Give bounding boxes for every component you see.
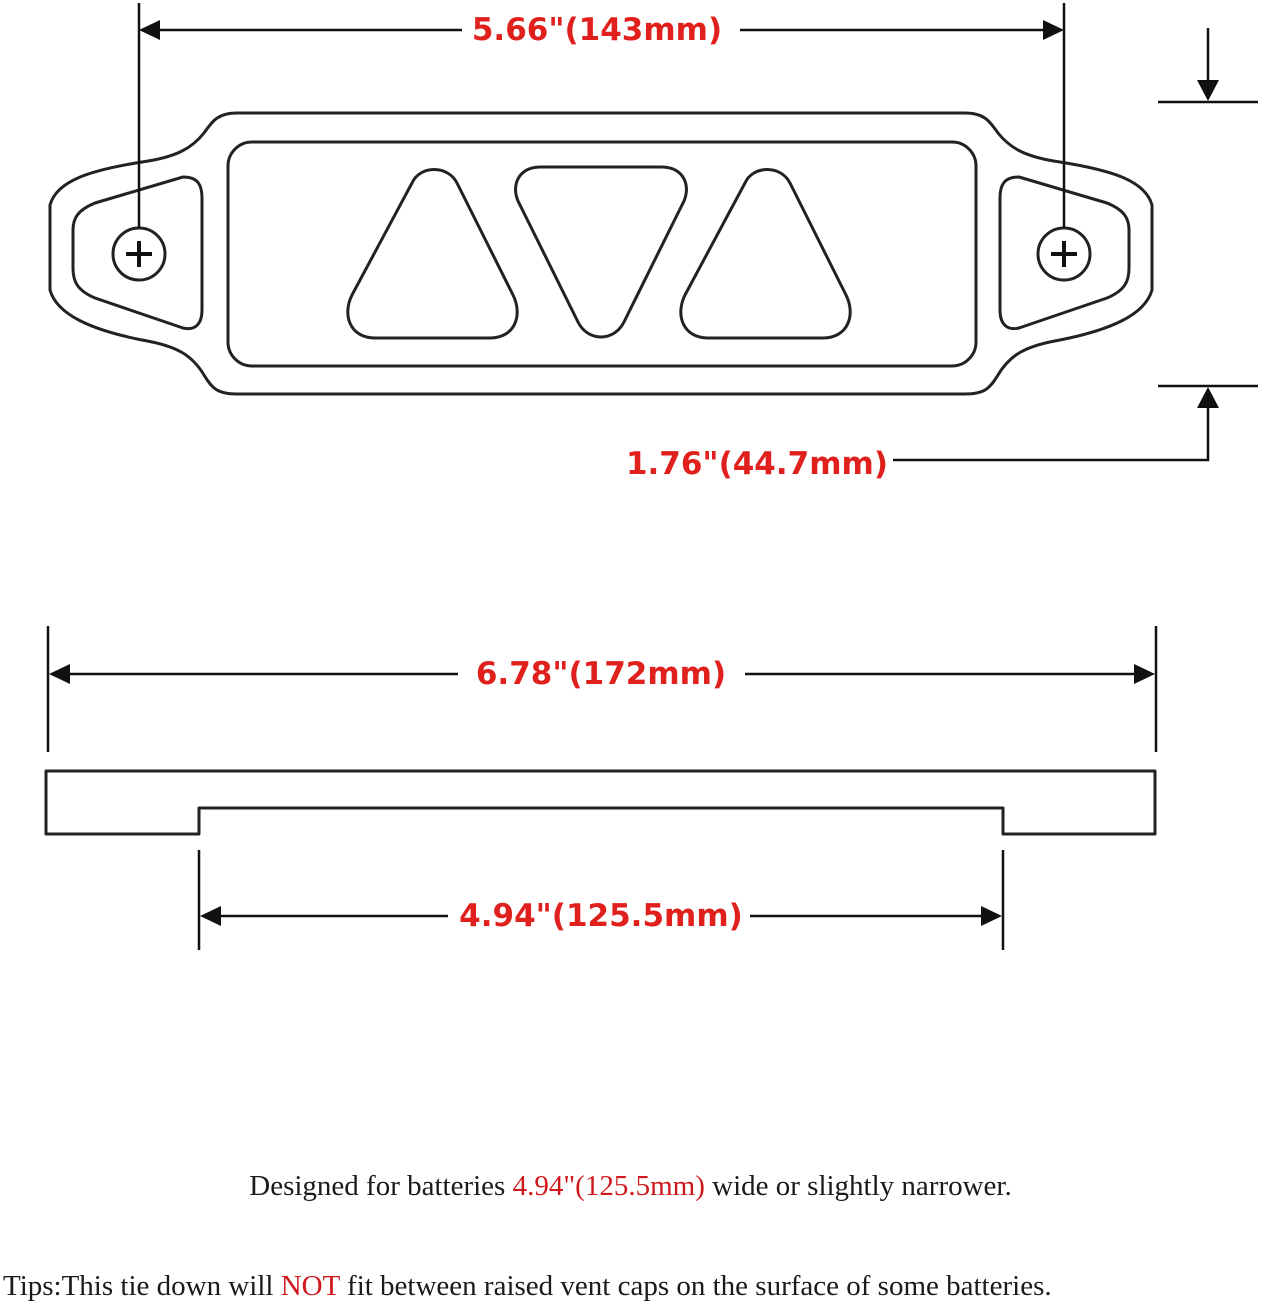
hole-spacing-label: 5.66"(143mm)	[471, 12, 723, 48]
side-profile	[46, 771, 1155, 834]
arrow-icon	[200, 906, 221, 926]
top-view	[50, 3, 1258, 482]
arrow-icon	[1197, 387, 1219, 408]
triangle-cutout-left	[348, 170, 517, 339]
bracket-outline	[50, 113, 1152, 394]
tips-text: Tips:This tie down will	[3, 1270, 281, 1302]
inner-panel	[228, 142, 976, 366]
triangle-cutout-middle	[516, 167, 687, 337]
arrow-icon	[1197, 80, 1219, 101]
arrow-icon	[1043, 20, 1064, 40]
mounting-hole-icon	[113, 228, 165, 280]
overall-length-label: 6.78"(172mm)	[475, 656, 727, 692]
note-text: Designed for batteries	[249, 1170, 513, 1202]
arrow-icon	[49, 664, 70, 684]
inner-width-label: 4.94"(125.5mm)	[459, 898, 743, 934]
arrow-icon	[1134, 664, 1155, 684]
arrow-icon	[981, 906, 1002, 926]
note-highlight: 4.94"(125.5mm)	[512, 1170, 705, 1202]
tips-emphasis: NOT	[280, 1270, 340, 1302]
arrow-icon	[139, 20, 160, 40]
tips-note	[3, 1270, 1261, 1303]
note-text: wide or slightly narrower.	[704, 1170, 1012, 1202]
mounting-hole-icon	[1038, 228, 1090, 280]
tips-text: fit between raised vent caps on the surface of some batteries.	[339, 1270, 1052, 1302]
battery-width-note	[0, 1170, 1261, 1203]
side-view	[46, 626, 1156, 950]
bracket-height-label: 1.76"(44.7mm)	[625, 446, 888, 482]
triangle-cutout-right	[681, 170, 850, 339]
